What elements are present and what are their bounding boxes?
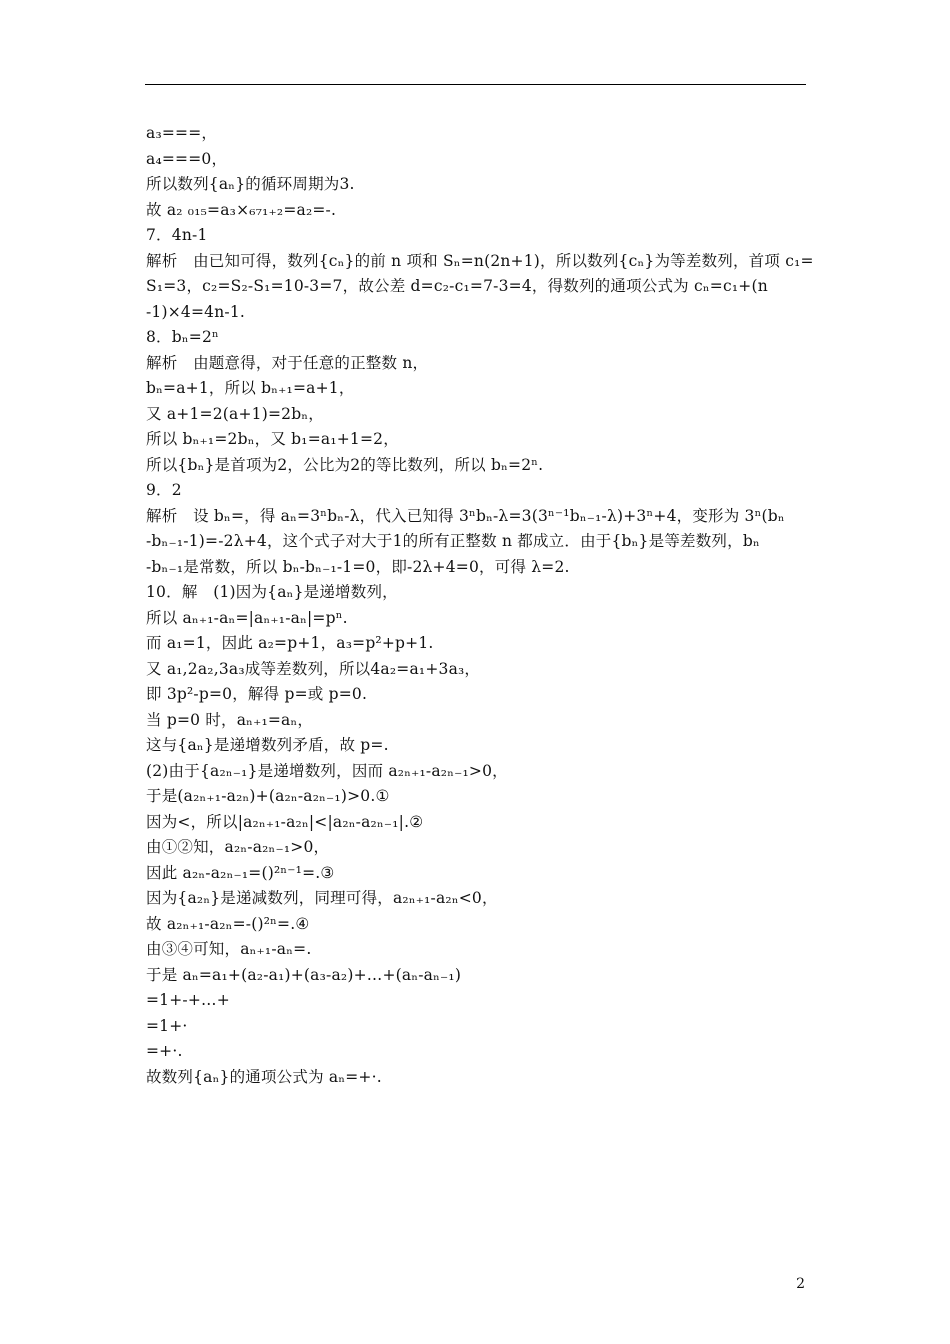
text-line: 因为{a₂ₙ}是递减数列，同理可得，a₂ₙ₊₁-a₂ₙ<0， bbox=[146, 889, 498, 907]
text-line: 所以{bₙ}是首项为2，公比为2的等比数列，所以 bₙ=2ⁿ. bbox=[146, 455, 544, 474]
text-line: 故数列{aₙ}的通项公式为 aₙ=+·. bbox=[146, 1067, 382, 1086]
text-line: 又 a+1=2(a+1)=2bₙ， bbox=[146, 404, 324, 423]
text-line: 所以 bₙ₊₁=2bₙ，又 b₁=a₁+1=2， bbox=[146, 430, 399, 448]
text-line: =1+-+…+ bbox=[146, 991, 230, 1009]
text-line: 这与{aₙ}是递增数列矛盾，故 p=. bbox=[146, 736, 389, 754]
text-line: a₄===0， bbox=[146, 149, 228, 168]
text-line: 因为<，所以|a₂ₙ₊₁-a₂ₙ|<|a₂ₙ-a₂ₙ₋₁|.② bbox=[146, 812, 424, 831]
text-line: 又 a₁,2a₂,3a₃成等差数列，所以4a₂=a₁+3a₃， bbox=[146, 659, 481, 678]
text-line: -1)×4=4n-1. bbox=[146, 302, 246, 321]
text-line: -bₙ₋₁-1)=-2λ+4，这个式子对大于1的所有正整数 n 都成立．由于{bₙ}是等差数列，bₙ bbox=[146, 532, 760, 550]
text-line: 由③④可知，aₙ₊₁-aₙ=. bbox=[146, 940, 312, 958]
text-line: 因此 a₂ₙ-a₂ₙ₋₁=()²ⁿ⁻¹=.③ bbox=[146, 863, 335, 882]
text-line: S₁=3，c₂=S₂-S₁=10-3=7，故公差 d=c₂-c₁=7-3=4，得数列的通项公式为 cₙ=c₁+(n bbox=[146, 277, 768, 295]
text-line: 所以 aₙ₊₁-aₙ=|aₙ₊₁-aₙ|=pⁿ. bbox=[146, 608, 348, 627]
text-line: 解析 由已知可得，数列{cₙ}的前 n 项和 Sₙ=n(2n+1)，所以数列{cₙ}为等差数列，首项 c₁= bbox=[146, 251, 814, 270]
solution-text bbox=[146, 121, 814, 1090]
text-line: (2)由于{a₂ₙ₋₁}是递增数列，因而 a₂ₙ₊₁-a₂ₙ₋₁>0， bbox=[146, 761, 508, 780]
page-number: 2 bbox=[796, 1276, 805, 1292]
text-line: 7．4n-1 bbox=[146, 226, 208, 244]
text-line: a₃===， bbox=[146, 124, 218, 142]
text-line: 所以数列{aₙ}的循环周期为3. bbox=[146, 175, 355, 193]
text-line: 而 a₁=1，因此 a₂=p+1，a₃=p²+p+1. bbox=[146, 634, 434, 652]
text-line: 即 3p²-p=0，解得 p=或 p=0. bbox=[146, 685, 368, 703]
text-line: 故 a₂ ₀₁₅=a₃×₆₇₁₊₂=a₂=-. bbox=[146, 200, 337, 219]
text-line: 于是 aₙ=a₁+(a₂-a₁)+(a₃-a₂)+…+(aₙ-aₙ₋₁) bbox=[146, 965, 462, 984]
text-line: =+·. bbox=[146, 1042, 183, 1060]
text-line: 由①②知，a₂ₙ-a₂ₙ₋₁>0， bbox=[146, 838, 330, 856]
text-line: 8．bₙ=2ⁿ bbox=[146, 328, 219, 346]
text-line: 10．解 (1)因为{aₙ}是递增数列， bbox=[146, 583, 398, 601]
text-line: 故 a₂ₙ₊₁-a₂ₙ=-()²ⁿ=.④ bbox=[146, 914, 310, 933]
text-line: -bₙ₋₁是常数，所以 bₙ-bₙ₋₁-1=0，即-2λ+4=0，可得 λ=2. bbox=[146, 557, 570, 576]
header-rule bbox=[145, 84, 806, 85]
text-line: =1+· bbox=[146, 1016, 188, 1035]
text-line: 当 p=0 时，aₙ₊₁=aₙ， bbox=[146, 710, 314, 729]
text-line: 解析 设 bₙ=，得 aₙ=3ⁿbₙ-λ，代入已知得 3ⁿbₙ-λ=3(3ⁿ⁻¹bₙ₋₁-λ)+3ⁿ+4，变形为 3ⁿ(bₙ bbox=[146, 506, 785, 525]
text-line: bₙ=a+1，所以 bₙ₊₁=a+1， bbox=[146, 379, 355, 397]
text-line: 于是(a₂ₙ₊₁-a₂ₙ)+(a₂ₙ-a₂ₙ₋₁)>0.① bbox=[146, 787, 390, 805]
text-line: 解析 由题意得，对于任意的正整数 n， bbox=[146, 353, 429, 372]
text-line: 9．2 bbox=[146, 481, 182, 499]
